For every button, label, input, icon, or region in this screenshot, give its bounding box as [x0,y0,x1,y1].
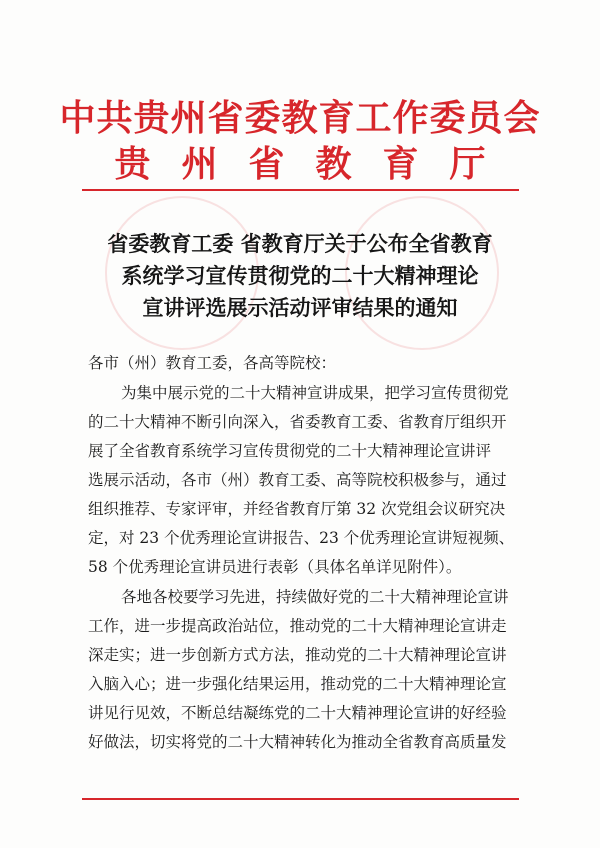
body-text-line: 选展示活动，各市（州）教育工委、高等院校积极参与，通过 [88,471,507,489]
body-text-line: 定，对 23 个优秀理论宣讲报告、23 个优秀理论宣讲短视频、 [88,529,515,547]
body-text-line: 入脑入心；进一步强化结果运用，推动党的二十大精神理论宣 [88,675,507,693]
red-footer-rule [82,798,519,800]
body-text-line: 的二十大精神不断引向深入，省委教育工委、省教育厅组织开 [88,413,507,431]
salutation: 各市（州）教育工委，各高等院校： [88,354,337,372]
body-text-line: 58 个优秀理论宣讲员进行表彰（具体名单详见附件）。 [88,558,462,576]
body-text-line: 工作，进一步提高政治站位，推动党的二十大精神理论宣讲走 [88,617,507,635]
body-text-line: 各地各校要学习先进，持续做好党的二十大精神理论宣讲 [121,588,509,606]
body-text-line: 组织推荐、专家评审，并经省教育厅第 32 次党组会议研究决 [88,500,506,518]
body-text-line: 深走实；进一步创新方式方法，推动党的二十大精神理论宣讲 [88,646,507,664]
body-text-line: 展了全省教育系统学习宣传贯彻党的二十大精神理论宣讲评 [88,442,492,460]
body-text-line: 讲见行见效，不断总结凝练党的二十大精神理论宣讲的好经验 [88,704,507,722]
issuer-name-education-department: 贵州省教育厅 [114,143,517,185]
red-header-rule [82,189,519,191]
document-title-line: 系统学习宣传贯彻党的二十大精神理论 [121,264,479,288]
body-text-line: 为集中展示党的二十大精神宣讲成果，把学习宣传贯彻党 [121,384,509,402]
issuer-name-party-committee: 中共贵州省委教育工作委员会 [59,97,541,139]
body-text-line: 好做法，切实将党的二十大精神转化为推动全省教育高质量发 [88,733,507,751]
document-title-line: 省委教育工委 省教育厅关于公布全省教育 [107,232,493,256]
document-title-line: 宣讲评选展示活动评审结果的通知 [142,296,458,320]
